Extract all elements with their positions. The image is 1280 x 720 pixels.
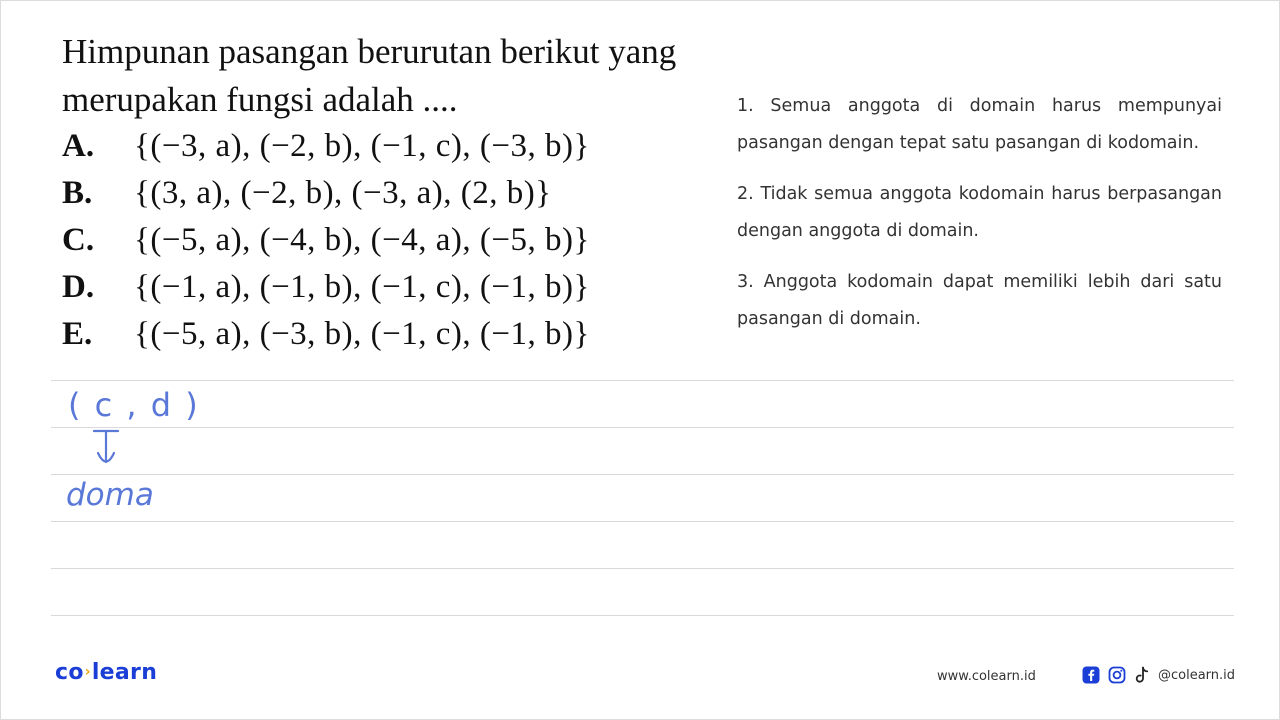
option-c	[62, 222, 712, 269]
option-letter: B.	[62, 175, 93, 211]
question-text	[62, 28, 712, 124]
instagram-icon[interactable]	[1108, 666, 1126, 684]
option-a	[62, 128, 712, 175]
social-handle[interactable]: @colearn.id	[1158, 667, 1236, 683]
option-e	[62, 316, 712, 363]
question-block	[62, 20, 712, 363]
note-3: 3. Anggota kodomain dapat memiliki lebih dari satu pasangan di domain.	[737, 272, 1222, 329]
ruled-line	[51, 380, 1234, 381]
logo-part-co: co	[55, 660, 84, 685]
option-set: {(3, a), (−2, b), (−3, a), (2, b)}	[134, 175, 552, 211]
option-b	[62, 175, 712, 222]
website-link[interactable]: www.colearn.id	[937, 669, 1036, 684]
facebook-icon[interactable]	[1082, 666, 1100, 684]
logo-part-learn: learn	[91, 660, 158, 685]
option-letter: D.	[62, 269, 95, 305]
tiktok-icon[interactable]	[1134, 666, 1150, 684]
colearn-logo	[55, 660, 157, 685]
option-letter: C.	[62, 222, 95, 258]
option-set: {(−5, a), (−4, b), (−4, a), (−5, b)}	[134, 222, 590, 258]
function-rules-notes	[737, 88, 1222, 352]
note-1: 1. Semua anggota di domain harus mempunyai pasangan dengan tepat satu pasangan di kodomain.	[737, 96, 1222, 153]
question-line-2: merupakan fungsi adalah ....	[62, 80, 458, 119]
ruled-line	[51, 474, 1234, 475]
handwritten-domain-word: doma	[66, 477, 154, 513]
note-2: 2. Tidak semua anggota kodomain harus berpasangan dengan anggota di domain.	[737, 184, 1222, 241]
option-letter: E.	[62, 316, 93, 352]
ruled-line	[51, 615, 1234, 616]
option-set: {(−3, a), (−2, b), (−1, c), (−3, b)}	[134, 128, 590, 164]
option-set: {(−1, a), (−1, b), (−1, c), (−1, b)}	[134, 269, 590, 305]
answer-options	[62, 128, 712, 363]
handwritten-ordered-pair: ( c , d )	[68, 386, 200, 424]
option-set: {(−5, a), (−3, b), (−1, c), (−1, b)}	[134, 316, 590, 352]
handwritten-arrow-icon	[88, 428, 128, 472]
ruled-line	[51, 427, 1234, 428]
social-links	[1082, 666, 1235, 684]
option-d	[62, 269, 712, 316]
ruled-line	[51, 521, 1234, 522]
option-letter: A.	[62, 128, 95, 164]
logo-arrow-icon: ›	[84, 664, 91, 680]
ruled-line	[51, 568, 1234, 569]
question-line-1: Himpunan pasangan berurutan berikut yang	[62, 32, 677, 71]
